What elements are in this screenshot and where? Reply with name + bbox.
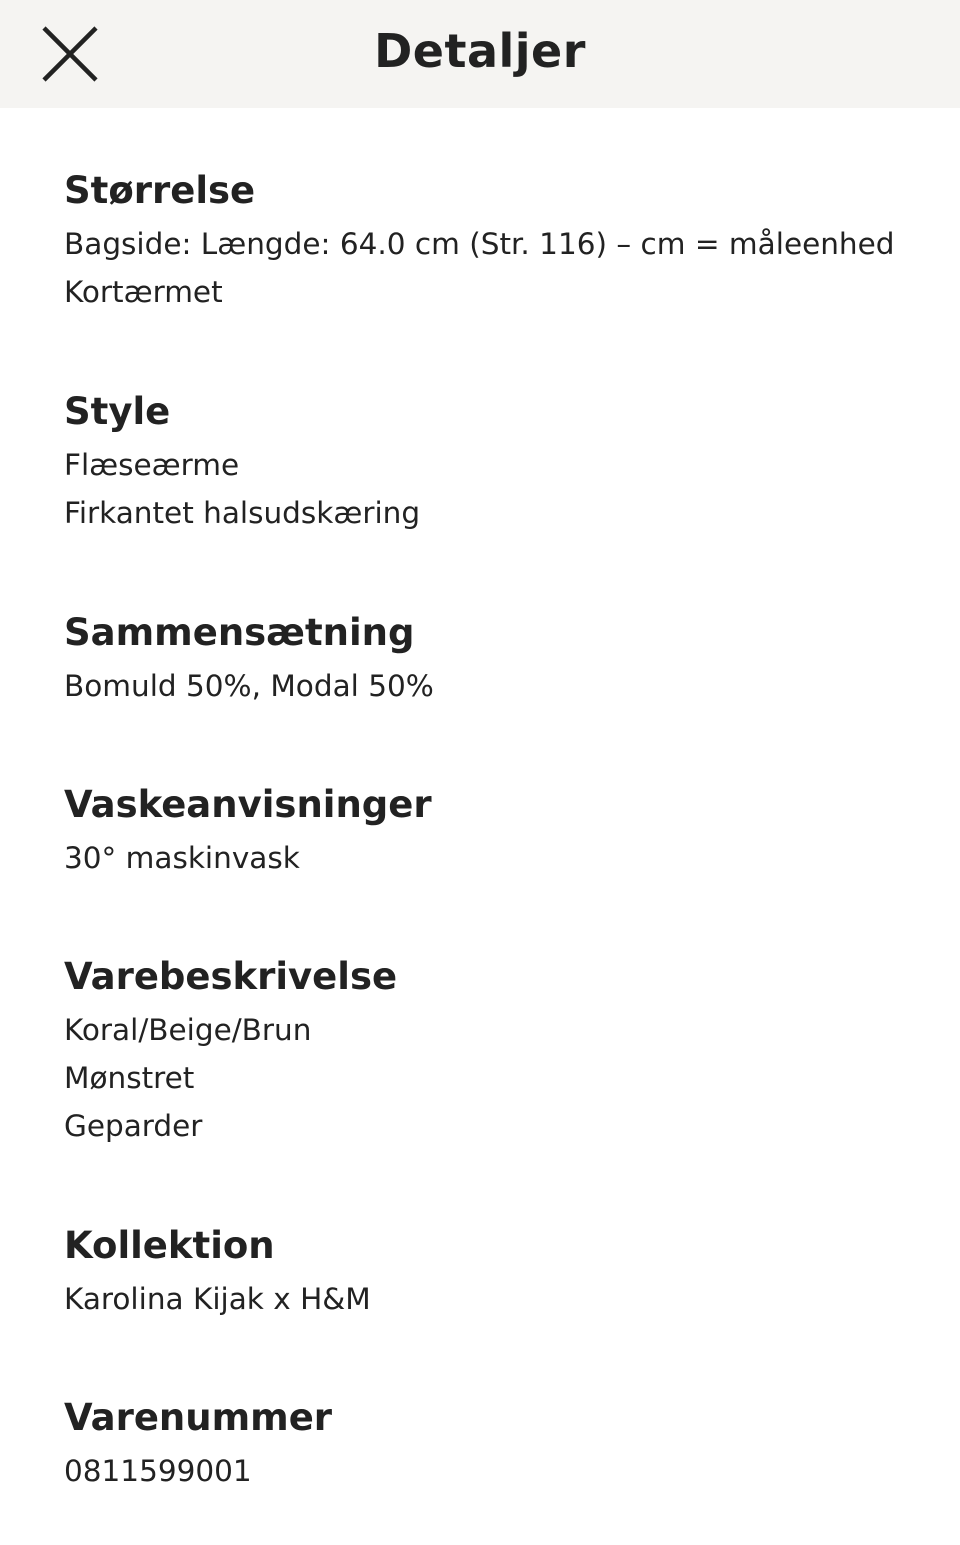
section-title: Størrelse	[64, 169, 256, 212]
section-title: Sammensætning	[64, 611, 415, 654]
section-description	[64, 952, 944, 1150]
section-line: Firkantet halsudskæring	[64, 496, 421, 530]
section-title: Kollektion	[64, 1224, 275, 1267]
section-line: Geparder	[64, 1109, 203, 1143]
section-collection	[64, 1221, 944, 1323]
section-line: Bomuld 50%, Modal 50%	[64, 669, 434, 703]
section-line: Mønstret	[64, 1061, 195, 1095]
section-line: Bagside: Længde: 64.0 cm (Str. 116) – cm = måleenhed	[64, 227, 895, 261]
section-line: 0811599001	[64, 1454, 252, 1488]
section-line: 30° maskinvask	[64, 841, 300, 875]
section-size	[64, 166, 944, 316]
section-title: Style	[64, 390, 171, 433]
section-care-instructions	[64, 780, 944, 882]
section-line: Karolina Kijak x H&M	[64, 1282, 371, 1316]
section-line: Kortærmet	[64, 275, 223, 309]
section-style	[64, 387, 944, 537]
top-bar	[0, 0, 960, 108]
page-title: Detaljer	[374, 24, 586, 78]
section-title: Varebeskrivelse	[64, 955, 398, 998]
section-article-number	[64, 1393, 944, 1495]
section-title: Vaskeanvisninger	[64, 783, 432, 826]
section-title: Varenummer	[64, 1396, 333, 1439]
section-composition	[64, 608, 944, 710]
section-line: Koral/Beige/Brun	[64, 1013, 312, 1047]
section-line: Flæseærme	[64, 448, 240, 482]
